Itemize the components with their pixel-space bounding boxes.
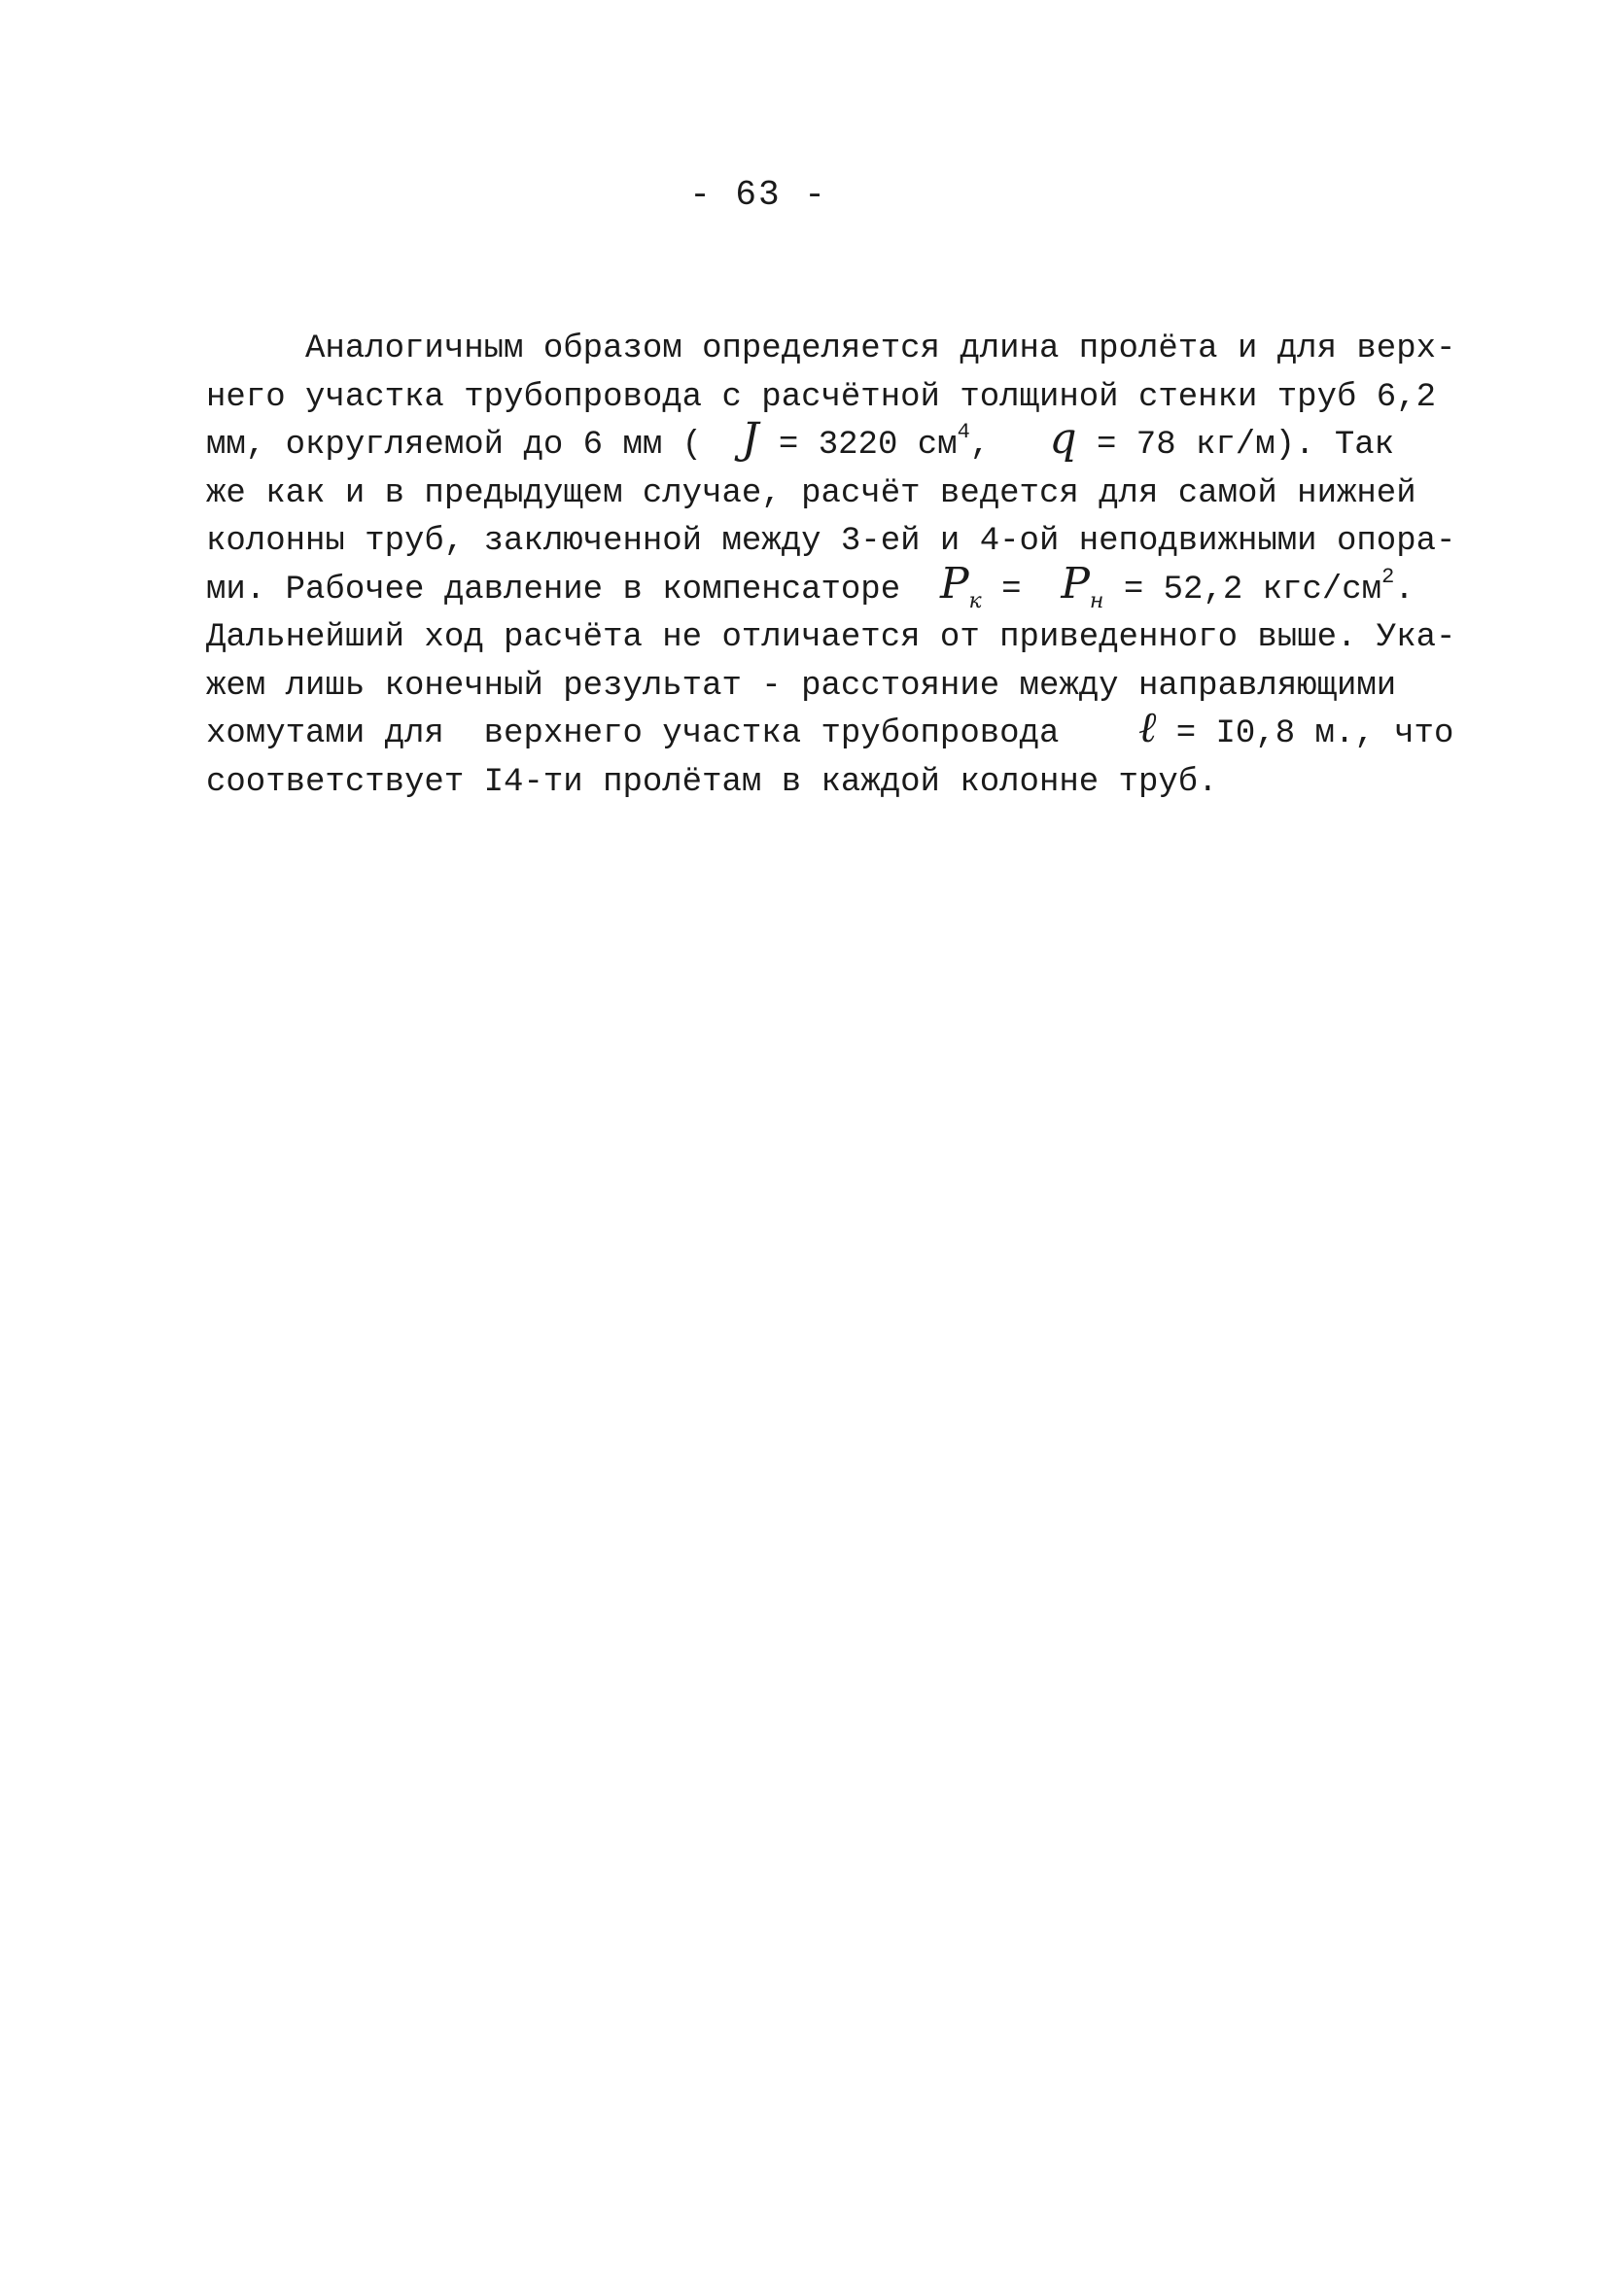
linear-weight-symbol: q [1049,414,1077,464]
text-line: колонны труб, заключенной между 3-ей и 4-ой неподвижными опора- [206,523,1456,560]
text-line: Дальнейший ход расчёта не отличается от приведенного выше. Ука- [206,619,1456,656]
text-line: соответствует I4-ти пролётам в каждой колонне труб. [206,763,1218,801]
text-line: жем лишь конечный результат - расстояние между направляющими [206,667,1397,705]
text-line [206,703,1454,759]
superscript: 4 [957,420,970,444]
pressure-symbol: P [939,558,969,609]
text-fragment: мм, округляемой до 6 мм ( [206,427,742,464]
page-number: - 63 - [689,175,827,215]
text-fragment: = I0,8 м., что [1156,715,1454,752]
text-line: Аналогичным образом определяется длина пролёта и для верх- [206,330,1456,367]
text-fragment: ми. Рабочее давление в компенсаторе [206,571,940,609]
text-fragment: . [1394,571,1415,609]
text-fragment: , [969,427,1050,464]
pressure-symbol: P [1061,558,1090,609]
text-fragment: хомутами для верхнего участка трубопровода [206,715,1138,752]
text-line [206,414,1402,470]
subscript: к [968,588,982,613]
subscript: н [1089,588,1104,613]
body-paragraph [206,326,1456,807]
text-line: же как и в предыдущем случае, расчёт ведется для самой нижней [206,474,1416,512]
text-fragment: = 78 кг/м). Так [1076,427,1395,464]
moment-of-inertia-symbol: J [741,414,759,464]
text-line: него участка трубопровода с расчётной толщиной стенки труб 6,2 [206,378,1437,416]
text-line [206,558,1415,615]
text-fragment: = 3220 см [758,427,958,464]
text-fragment: = 52,2 кгс/см [1103,571,1382,609]
text-fragment: = [981,571,1062,609]
span-length-symbol: ℓ [1137,703,1157,752]
superscript: 2 [1381,564,1395,589]
